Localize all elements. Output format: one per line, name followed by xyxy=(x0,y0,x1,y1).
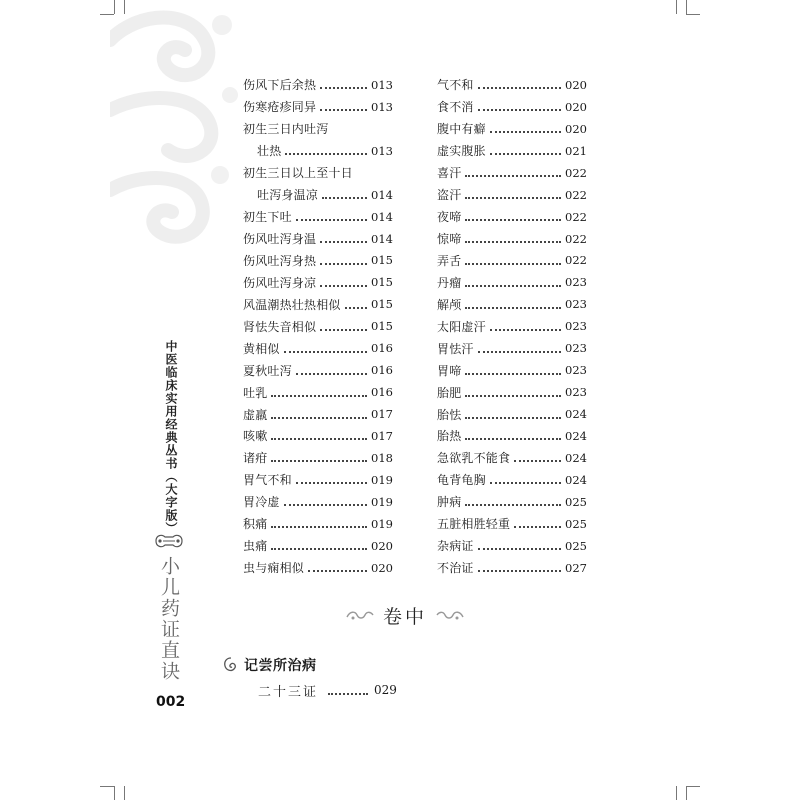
dot-leader xyxy=(320,328,367,331)
toc-entry xyxy=(437,337,587,359)
scroll-emblem-icon xyxy=(152,532,186,550)
toc-entry-page: 023 xyxy=(565,341,587,356)
series-title: 中医临床实用经典丛书（大字版） xyxy=(164,340,178,535)
section-title: 记尝所治病 xyxy=(244,658,317,674)
toc-entry-page: 024 xyxy=(565,428,587,443)
cloud-ornament-icon xyxy=(110,0,240,260)
toc-entry-title: 夏秋吐泻 xyxy=(243,363,292,378)
toc-entry xyxy=(437,96,587,118)
toc-entry-page: 014 xyxy=(371,187,393,202)
toc-entry xyxy=(437,271,587,293)
toc-entry xyxy=(437,228,587,250)
toc-entry xyxy=(437,557,587,579)
toc-entry-page: 025 xyxy=(565,538,587,553)
toc-entry-title: 弄舌 xyxy=(437,253,462,268)
dot-leader xyxy=(465,437,561,440)
toc-entry-title: 盗汗 xyxy=(437,188,462,203)
toc-entry-title: 夜啼 xyxy=(437,210,462,225)
crop-mark xyxy=(114,786,115,800)
dot-leader xyxy=(514,459,561,462)
dot-leader xyxy=(490,152,561,155)
toc-entry-page: 020 xyxy=(565,99,587,114)
toc-entry-page: 020 xyxy=(371,560,393,575)
toc-entry xyxy=(437,381,587,403)
toc-entry-title: 杂病证 xyxy=(437,539,474,554)
toc-entry-page: 023 xyxy=(565,275,587,290)
dot-leader xyxy=(465,372,561,375)
toc-entry-title: 龟背龟胸 xyxy=(437,473,486,488)
toc-entry xyxy=(243,513,393,535)
toc-entry-title: 虫与痫相似 xyxy=(243,561,305,576)
toc-entry xyxy=(243,359,393,381)
toc-entry-title: 肾怯失音相似 xyxy=(243,319,317,334)
toc-entry-title: 不治证 xyxy=(437,561,474,576)
toc-entry-page: 014 xyxy=(371,231,393,246)
dot-leader xyxy=(465,284,561,287)
toc-entry-page: 029 xyxy=(374,683,397,697)
toc-entry-page: 019 xyxy=(371,472,393,487)
toc-entry xyxy=(437,359,587,381)
toc-entry xyxy=(437,250,587,272)
toc-entry-title: 气不和 xyxy=(437,78,474,93)
dot-leader xyxy=(478,108,561,111)
toc-entry-title: 二十三证 xyxy=(258,684,319,700)
dot-leader xyxy=(308,569,367,572)
toc-entry-page: 015 xyxy=(371,319,393,334)
toc-entry xyxy=(243,96,393,118)
toc-entry xyxy=(243,293,393,315)
toc-right-column xyxy=(437,74,587,579)
toc-entry xyxy=(243,535,393,557)
toc-entry-title: 丹瘤 xyxy=(437,275,462,290)
dot-leader xyxy=(285,152,367,155)
cloud-flourish-left-icon xyxy=(345,608,375,622)
toc-entry xyxy=(243,315,393,337)
section-heading xyxy=(222,655,317,675)
toc-entry-title: 黄相似 xyxy=(243,341,280,356)
toc-entry xyxy=(437,184,587,206)
toc-entry-page: 017 xyxy=(371,428,393,443)
crop-mark xyxy=(676,0,677,14)
toc-entry xyxy=(437,315,587,337)
toc-entry-page: 016 xyxy=(371,385,393,400)
toc-entry-page: 015 xyxy=(371,297,393,312)
toc-entry-page: 023 xyxy=(565,297,587,312)
toc-entry-page: 022 xyxy=(565,253,587,268)
toc-entry xyxy=(437,403,587,425)
crop-mark xyxy=(686,786,687,800)
toc-entry-title: 虚实腹胀 xyxy=(437,144,486,159)
toc-entry xyxy=(243,425,393,447)
toc-entry xyxy=(243,184,393,206)
dot-leader xyxy=(490,481,561,484)
dot-leader xyxy=(465,394,561,397)
toc-entry-title: 伤风吐泻身热 xyxy=(243,253,317,268)
toc-entry-page: 022 xyxy=(565,165,587,180)
toc-entry-page: 020 xyxy=(565,77,587,92)
toc-entry xyxy=(243,140,393,162)
toc-entry-title: 风温潮热壮热相似 xyxy=(243,297,341,312)
toc-entry-page: 015 xyxy=(371,253,393,268)
dot-leader xyxy=(328,692,368,695)
toc-entry-title: 五脏相胜轻重 xyxy=(437,517,511,532)
dot-leader xyxy=(465,174,561,177)
toc-entry xyxy=(437,118,587,140)
toc-entry xyxy=(243,469,393,491)
crop-mark xyxy=(676,786,677,800)
toc-entry-title: 胎肥 xyxy=(437,385,462,400)
toc-entry xyxy=(243,447,393,469)
toc-entry-page: 025 xyxy=(565,494,587,509)
toc-entry-page: 022 xyxy=(565,209,587,224)
toc-entry xyxy=(243,162,393,184)
dot-leader xyxy=(465,218,561,221)
toc-entry xyxy=(243,337,393,359)
toc-entry-page: 022 xyxy=(565,187,587,202)
toc-entry-page: 019 xyxy=(371,494,393,509)
crop-mark xyxy=(686,0,687,14)
toc-entry-title: 胃气不和 xyxy=(243,473,292,488)
toc-entry-title: 吐泻身温凉 xyxy=(257,188,319,203)
dot-leader xyxy=(478,350,561,353)
toc-entry-title: 伤寒疮疹同异 xyxy=(243,100,317,115)
section-toc-entry xyxy=(258,679,398,701)
toc-entry xyxy=(243,271,393,293)
cloud-flourish-right-icon xyxy=(435,608,465,622)
dot-leader xyxy=(284,503,367,506)
toc-entry-title: 胃啼 xyxy=(437,363,462,378)
toc-entry-title: 胃怯汗 xyxy=(437,341,474,356)
toc-entry-title: 伤风吐泻身温 xyxy=(243,232,317,247)
toc-entry-page: 023 xyxy=(565,319,587,334)
dot-leader xyxy=(320,240,367,243)
toc-entry xyxy=(437,513,587,535)
toc-entry xyxy=(243,403,393,425)
dot-leader xyxy=(320,262,367,265)
swirl-bullet-icon xyxy=(222,656,240,674)
toc-entry-page: 020 xyxy=(371,538,393,553)
toc-entry-title: 喜汗 xyxy=(437,166,462,181)
toc-entry-page: 024 xyxy=(565,407,587,422)
dot-leader xyxy=(320,86,367,89)
book-title: 小儿药证直诀 xyxy=(158,556,180,682)
toc-entry xyxy=(437,206,587,228)
dot-leader xyxy=(465,416,561,419)
toc-entry-title: 胎热 xyxy=(437,429,462,444)
toc-entry xyxy=(437,162,587,184)
dot-leader xyxy=(490,130,561,133)
dot-leader xyxy=(345,306,367,309)
toc-entry-title: 初生三日内吐泻 xyxy=(243,122,329,137)
toc-entry-page: 013 xyxy=(371,99,393,114)
dot-leader xyxy=(271,525,367,528)
toc-entry-title: 食不消 xyxy=(437,100,474,115)
dot-leader xyxy=(271,459,367,462)
toc-entry xyxy=(437,425,587,447)
toc-entry-title: 诸疳 xyxy=(243,451,268,466)
toc-entry-title: 胎怯 xyxy=(437,407,462,422)
toc-entry-page: 025 xyxy=(565,516,587,531)
dot-leader xyxy=(478,86,561,89)
crop-mark xyxy=(686,14,700,15)
toc-entry-title: 急欲乳不能食 xyxy=(437,451,511,466)
dot-leader xyxy=(465,503,561,506)
dot-leader xyxy=(490,328,561,331)
dot-leader xyxy=(514,525,561,528)
dot-leader xyxy=(465,306,561,309)
toc-entry-page: 023 xyxy=(565,363,587,378)
toc-entry-page: 024 xyxy=(565,450,587,465)
dot-leader xyxy=(478,569,561,572)
toc-entry xyxy=(437,293,587,315)
toc-entry-page: 019 xyxy=(371,516,393,531)
toc-entry xyxy=(437,74,587,96)
toc-entry-page: 014 xyxy=(371,209,393,224)
toc-entry-title: 解颅 xyxy=(437,297,462,312)
toc-entry xyxy=(437,447,587,469)
toc-entry-title: 积痛 xyxy=(243,517,268,532)
toc-entry xyxy=(437,469,587,491)
toc-entry-title: 胃冷虚 xyxy=(243,495,280,510)
toc-entry xyxy=(243,228,393,250)
dot-leader xyxy=(271,394,367,397)
page-number: 002 xyxy=(156,694,186,710)
dot-leader xyxy=(271,437,367,440)
toc-entry-page: 022 xyxy=(565,231,587,246)
dot-leader xyxy=(322,196,367,199)
dot-leader xyxy=(320,108,367,111)
toc-entry-title: 咳嗽 xyxy=(243,429,268,444)
dot-leader xyxy=(296,481,367,484)
toc-entry xyxy=(243,491,393,513)
toc-entry xyxy=(243,118,393,140)
toc-entry-page: 016 xyxy=(371,341,393,356)
toc-entry-page: 018 xyxy=(371,450,393,465)
volume-title: 卷中 xyxy=(382,605,427,628)
toc-entry-page: 023 xyxy=(565,385,587,400)
toc-entry xyxy=(437,535,587,557)
toc-entry xyxy=(243,381,393,403)
toc-entry-page: 021 xyxy=(565,143,587,158)
crop-mark xyxy=(100,786,114,787)
toc-entry-page: 015 xyxy=(371,275,393,290)
toc-entry-title: 虫痛 xyxy=(243,539,268,554)
toc-entry-title: 吐乳 xyxy=(243,385,268,400)
toc-entry-page: 027 xyxy=(565,560,587,575)
toc-entry xyxy=(243,557,393,579)
toc-entry-title: 伤风吐泻身凉 xyxy=(243,275,317,290)
dot-leader xyxy=(296,218,367,221)
toc-entry-title: 腹中有癖 xyxy=(437,122,486,137)
dot-leader xyxy=(465,196,561,199)
toc-entry-title: 虚羸 xyxy=(243,407,268,422)
toc-entry-page: 020 xyxy=(565,121,587,136)
toc-entry xyxy=(437,140,587,162)
dot-leader xyxy=(478,547,561,550)
dot-leader xyxy=(465,262,561,265)
dot-leader xyxy=(296,372,367,375)
dot-leader xyxy=(284,350,367,353)
toc-entry xyxy=(243,206,393,228)
toc-entry xyxy=(437,491,587,513)
toc-entry-title: 壮热 xyxy=(257,144,282,159)
toc-left-column xyxy=(243,74,393,579)
dot-leader xyxy=(271,547,367,550)
volume-heading xyxy=(340,600,470,630)
toc-entry-title: 肿病 xyxy=(437,495,462,510)
toc-entry-title: 初生下吐 xyxy=(243,210,292,225)
dot-leader xyxy=(271,416,367,419)
dot-leader xyxy=(465,240,561,243)
toc-entry-title: 初生三日以上至十日 xyxy=(243,166,353,181)
dot-leader xyxy=(320,284,367,287)
toc-entry-title: 太阳虚汗 xyxy=(437,319,486,334)
crop-mark xyxy=(686,786,700,787)
toc-entry-page: 016 xyxy=(371,363,393,378)
toc-entry-page: 017 xyxy=(371,407,393,422)
toc-entry-page: 024 xyxy=(565,472,587,487)
toc-entry-title: 惊啼 xyxy=(437,232,462,247)
crop-mark xyxy=(124,786,125,800)
toc-entry xyxy=(243,250,393,272)
toc-entry-page: 013 xyxy=(371,77,393,92)
toc-entry xyxy=(243,74,393,96)
toc-entry-title: 伤风下后余热 xyxy=(243,78,317,93)
toc-entry-page: 013 xyxy=(371,143,393,158)
